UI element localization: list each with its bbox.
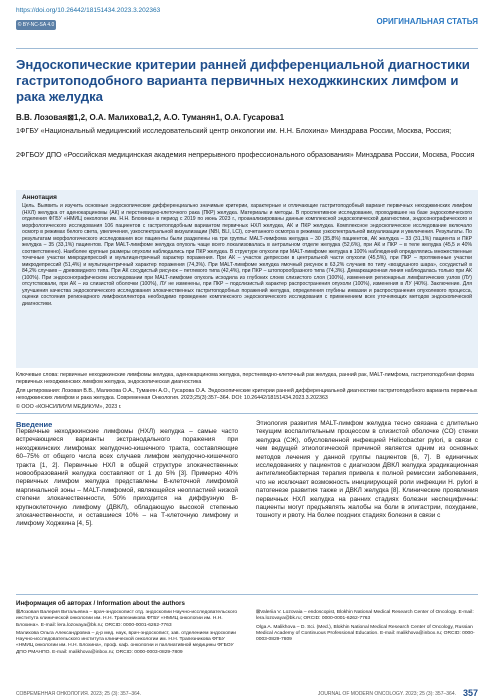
footer-journal-en: JOURNAL OF MODERN ONCOLOGY. 2023; 25 (3): 357–364.: [317, 691, 456, 697]
info-author-1-en: ⊠Valeriia V. Lozovaia – endoscopist, Blokhin National Medical Research Center of Oncology. E-mail: lera.lozovaya@bk.ru; ORCID: 0000-0001-6262-7763: [256, 610, 474, 622]
page-footer: [16, 690, 478, 699]
info-author-2-en: Olga A. Malikhova – D. Sci. (Med.), Blokhin National Medical Research Center of Oncology, Russian Medical Academy of Continuous Professional Education. E-mail: malikhova@inbox.ru; ORCID: 0000-0003-0829-7809: [256, 624, 475, 643]
header-divider: [16, 48, 478, 49]
citation-text: Для цитирования: Лозовая В.В., Малихова О.А., Туманян А.О., Гусарова О.А. Эндоскопические критерии ранней дифференциальной диагностики гастритоподобного варианта первичных неходжкинских лимфом и рака желудка. Современная Онкология. 2023;25(3):357–364. DOI: 10.26442/18151434.2023.3.202363: [16, 388, 478, 401]
intro-heading: Введение: [16, 420, 53, 429]
keywords-block: [16, 372, 478, 413]
info-author-1-ru: ⊠Лозовая Валерия Витальевна – врач-эндоскопист отд. эндоскопии Научно-исследовательского института клинической онкологии им. Н.Н. Трапезникова ФГБУ «НМИЦ онкологии им. Н.Н. Блохина». E-mail: lera.lozovaya@bk.ru; ORCID: 0000-0001-6262-7763: [16, 610, 238, 628]
article-title: Эндоскопические критерии ранней дифференциальной диагностики гастритоподобного варианта первичных неходжкинских лимфом и рака желудка: [16, 57, 470, 104]
abstract-box: [16, 190, 478, 368]
license-badge: © BY-NC-SA 4.0: [17, 22, 55, 28]
author-info-box: [16, 600, 478, 688]
article-header: [16, 17, 478, 47]
copyright-text: © ООО «КОНСИЛИУМ МЕДИКУМ», 2023 г.: [16, 404, 122, 410]
author-list: В.В. Лозовая⊠1,2, О.А. Малихова1,2, А.О. Туманян1, О.А. Гусарова1: [16, 113, 285, 122]
abstract-label: Аннотация: [22, 194, 57, 201]
section-label: ОРИГИНАЛЬНАЯ СТАТЬЯ: [376, 17, 478, 26]
info-author-2-ru: Малихова Ольга Александровна – д-р мед. наук, врач-эндоскопист, зав. отделением эндоскопии Научно-исследовательского института клинической онкологии им. Н.Н. Трапезникова ФГБУ «НМИЦ онкологии им. Н.Н. Блохина», проф. каф. онкологии и паллиативной медицины ФГБОУ ДПО РМАНПО. E-mail: malikhova@inbox.ru; ORCID: 0000-0003-0829-7809: [16, 630, 237, 655]
keywords-text: Ключевые слова: первичные неходжкинские лимфомы желудка, аденокарцинома желудка, перстневидно-клеточный рак желудка, ранний рак, MALT-лимфома, гастритоподобная форма первичных неходжкинских лимфом желудка, эндоскопическая диагностика: [16, 372, 474, 385]
info-russian: [16, 610, 238, 658]
abstract-text: Цель. Выявить и изучить основные эндоскопические дифференциально значимые критерии, характерные и отличающие гастритоподобный вариант первичных неходжкинских лимфом (НХЛ) желудка от аденокарциномы (АК) и перстневидно-клеточного рака (ПКР) желудка. Материалы и методы. В проспективное исследование, проходившее на базе эндоскопического отделения ФГБУ «НМИЦ онкологии им. Н.Н. Блохина» в период с 2019 по июнь 2023 г., проанализированы данные комплексной эндоскопической диагностики, эндосонографического и морфологического исследования 106 пациентов с гастритоподобным вариантом первичных НХЛ желудка, АК и ПКР желудка. Комплексное эндоскопическое исследование включало осмотр в режимах белого света, увеличения, узкоспектральной визуализации (NBI, BLI, LCI), сочетанного осмотра в режимах узкоспектральной визуализации и увеличения. Результаты. По результатам морфологического исследования все пациенты были разделены на три группы: MALT-лимфома желудка – 30 (35,8%) пациентов, АК желудка – 33 (31,1%) пациента и ПКР желудка – 35 (33,1%) пациентов. При MALT-лимфоме желудка опухоль чаще всего локализовалась в антральном отделе желудка (52,6%), при АК и ПКР – в теле желудка (45,5 и 40% соответственно). Наиболее крупные размеры опухоли наблюдались при ПКР желудка. В структуре опухоли при MALT-лимфоме желудка в 100% наблюдений определялись множественные точечные участки микродепрессий и мультицентричный характер поражения. При АК – участок депрессии в центральной части опухоли (45,5%), при ПКР – протяженные участки микродепрессий (51,4%) и мультицентричный характер поражения (74,3%). При MALT-лимфоме желудка ямочный рисунок в 63,2% случаев по типу «воздушного шара», сосудистый в 84,2% случаев – древовидного типа. При АК сосудистый рисунок – петлевого типа (42,4%), при ПКР – штопорообразного типа (74,3%). Демаркационная линия наблюдалась только при АК (100%). При эндосонографическом исследовании при MALT-лимфоме опухоль исходила из глубоких слоев слизистого слоя (100%), изменения регионарных лимфатических узлов (ЛУ) отсутствовали, при АК – из слизистой оболочки (100%), ЛУ не изменены, при ПКР – подслизистый характер распространения опухоли (100%), изменения в ЛУ (40%). Заключение. Для улучшения качества эндоскопического исследования злокачественных гастритоподобных поражений желудка, определения глубины инвазии и распространения опухолевого процесса, оценки состояния регионарного лимфоколлектора необходимо проведение комплексного эндоскопического исследования с применением всех уточняющих методов эндоскопической диагностики.: [22, 203, 472, 307]
doi-link[interactable]: https://doi.org/10.26442/18151434.2023.3.202363: [16, 7, 161, 14]
intro-text-right: Этиология развития MALT-лимфом желудка тесно связана с длительно текущим воспалительным процессом в слизистой оболочке (СО) стенки желудка (СЖ), обусловленной инфекцией Helicobacter pylori, в связи с чем ведущей этиологической причиной является одним из основных методов лечения у данной группы пациентов [6, 7]. В единичных исследованиях у пациентов с диагнозом ДВКЛ желудка эрадикационная антигеликобактерная терапия привела к полной ремиссии заболевания, что не исключает возможность инициирующей роли инфекции H. pylori в патогенезе развития также и ДВКЛ желудка [8]. Клинические проявления первичных НХЛ желудка на ранних стадиях болезни неспецифичны: пациенты могут предъявлять жалобы на боли в эпигастрии, похудание, тошноту и рвоту. На более поздних стадиях болезни в связи с: [256, 420, 478, 520]
footer-journal-ru: СОВРЕМЕННАЯ ОНКОЛОГИЯ. 2023; 25 (3): 357–364.: [16, 691, 142, 697]
intro-text-left: Первичные неходжкинские лимфомы (НХЛ) желудка – самые часто встречающиеся варианты экстранодального поражения при неходжкинских лимфомах желудочно-кишечного тракта, составляющие 60–75% от общего числа всех случаев лимфом желудочно-кишечного тракта [1, 2]. Первичные НХЛ в общей структуре злокачественных новообразований желудка составляют от 1 до 5% [3]. Примерно 40% первичных лимфом желудка представлены В-клеточной лимфомой маргинальной зоны – MALT-лимфомой, являющейся неопластией низкой степени злокачественности, 50% приходится на диффузную В-крупноклеточную лимфому (ДВКЛ), обладающую высокой степенью злокачественности, и оставшиеся 10% – на Т-клеточную лимфому и лимфому Ходжкина [4, 5].: [16, 428, 238, 528]
affiliation-1: 1ФГБУ «Национальный медицинский исследовательский центр онкологии им. Н.Н. Блохина» Минздрава России, Москва, Россия;: [16, 126, 452, 135]
body-divider: [16, 413, 478, 414]
affiliation-2: 2ФГБОУ ДПО «Российская медицинская академия непрерывного профессионального образования» Минздрава России, Москва, Россия: [16, 150, 475, 159]
info-heading: Информация об авторах / Information about the authors: [16, 600, 185, 607]
info-english: [256, 610, 478, 645]
info-divider: [16, 594, 478, 595]
page-number: 357: [462, 688, 478, 698]
